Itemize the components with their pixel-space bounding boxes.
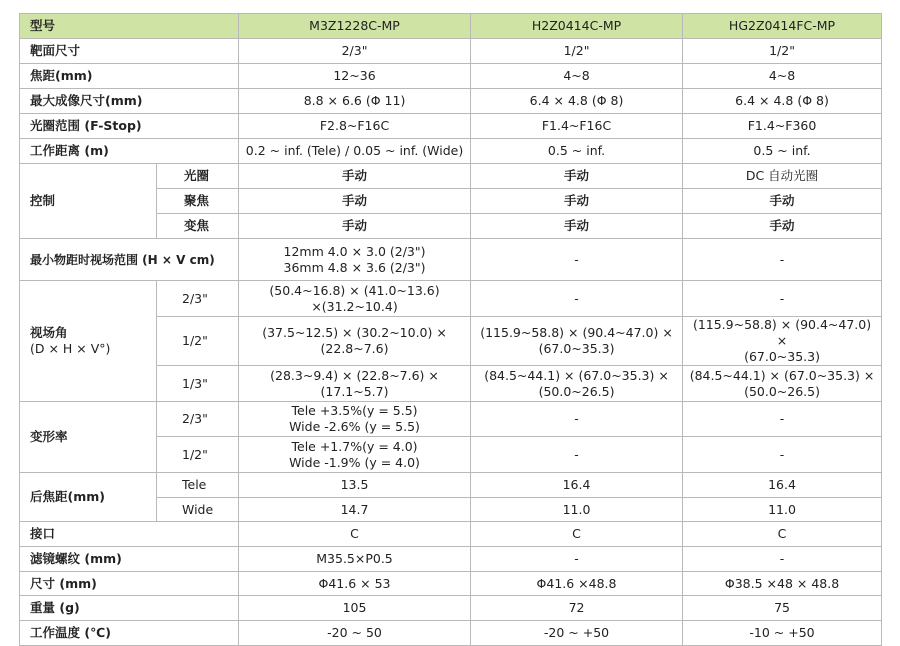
cell-line: (50.0~26.5) — [744, 383, 820, 399]
sub-label: Tele — [157, 473, 239, 498]
cell-value: -20 ~ +50 — [471, 621, 683, 646]
cell-value: 16.4 — [471, 473, 683, 498]
sub-label: 1/2" — [157, 437, 239, 473]
row-weight — [20, 596, 882, 621]
label-line: (D × H × V°) — [30, 341, 111, 356]
cell-value: 16.4 — [683, 473, 882, 498]
cell-value: C — [239, 522, 471, 547]
row-control-iris — [20, 164, 882, 189]
cell-line: (115.9~58.8) × (90.4~47.0) × — [692, 317, 872, 348]
row-label — [20, 281, 157, 402]
sub-label: 1/2" — [157, 317, 239, 366]
row-label: 后焦距(mm) — [20, 473, 157, 522]
cell-value: 6.4 × 4.8 (Φ 8) — [683, 89, 882, 114]
cell-value: 2/3" — [239, 39, 471, 64]
cell-value: M35.5×P0.5 — [239, 547, 471, 572]
cell-value: 手动 — [683, 214, 882, 239]
cell-value: -10 ~ +50 — [683, 621, 882, 646]
model-label: 型号 — [20, 14, 239, 39]
row-distortion-2-3 — [20, 402, 882, 437]
cell-value — [239, 366, 471, 402]
cell-line: (67.0~35.3) — [538, 341, 615, 356]
cell-value: 手动 — [471, 164, 683, 189]
cell-value: - — [683, 547, 882, 572]
sub-label: 聚焦 — [157, 189, 239, 214]
sub-label: 光圈 — [157, 164, 239, 189]
cell-value: 0.5 ~ inf. — [471, 139, 683, 164]
cell-value: 4~8 — [683, 64, 882, 89]
cell-value: 0.5 ~ inf. — [683, 139, 882, 164]
cell-value: Φ41.6 ×48.8 — [471, 572, 683, 596]
row-aperture-range — [20, 114, 882, 139]
cell-value: 0.2 ~ inf. (Tele) / 0.05 ~ inf. (Wide) — [239, 139, 471, 164]
cell-value — [239, 239, 471, 281]
row-working-distance — [20, 139, 882, 164]
row-max-image-size — [20, 89, 882, 114]
cell-value: 1/2" — [471, 39, 683, 64]
row-label: 尺寸 (mm) — [20, 572, 239, 596]
row-dimensions — [20, 572, 882, 596]
cell-line: (67.0~35.3) — [744, 349, 820, 364]
row-filter-thread — [20, 547, 882, 572]
model-name: M3Z1228C-MP — [239, 14, 471, 39]
label-line: 视场角 — [30, 325, 68, 340]
cell-value: 手动 — [683, 189, 882, 214]
row-label: 工作距离 (m) — [20, 139, 239, 164]
cell-value: 手动 — [239, 189, 471, 214]
cell-line: Wide -2.6% (y = 5.5) — [289, 419, 420, 434]
cell-value: - — [471, 239, 683, 281]
cell-value: Φ38.5 ×48 × 48.8 — [683, 572, 882, 596]
cell-value: F1.4~F16C — [471, 114, 683, 139]
cell-line: (84.5~44.1) × (67.0~35.3) × — [484, 367, 669, 383]
sub-label: 2/3" — [157, 402, 239, 437]
cell-value: C — [683, 522, 882, 547]
cell-line: 36mm 4.8 × 3.6 (2/3") — [283, 259, 426, 275]
header-row — [20, 14, 882, 39]
cell-line: Tele +1.7%(y = 4.0) — [291, 438, 418, 454]
model-name: H2Z0414C-MP — [471, 14, 683, 39]
cell-line: (37.5~12.5) × (30.2~10.0) × — [262, 325, 447, 340]
cell-value: DC 自动光圈 — [683, 164, 882, 189]
cell-value: F2.8~F16C — [239, 114, 471, 139]
cell-value: 4~8 — [471, 64, 683, 89]
sub-label: 1/3" — [157, 366, 239, 402]
cell-value — [471, 366, 683, 402]
cell-value: 手动 — [471, 214, 683, 239]
row-mount — [20, 522, 882, 547]
model-name: HG2Z0414FC-MP — [683, 14, 882, 39]
row-target-size — [20, 39, 882, 64]
cell-value: 手动 — [239, 214, 471, 239]
cell-value — [683, 317, 882, 366]
cell-value: 手动 — [471, 189, 683, 214]
cell-value: 12~36 — [239, 64, 471, 89]
cell-value: 14.7 — [239, 498, 471, 522]
cell-value — [683, 366, 882, 402]
cell-line: (28.3~9.4) × (22.8~7.6) × — [270, 367, 439, 383]
cell-value: - — [471, 437, 683, 473]
cell-value: - — [683, 239, 882, 281]
cell-value: 13.5 — [239, 473, 471, 498]
lens-spec-table — [19, 13, 882, 646]
cell-value: - — [471, 402, 683, 437]
cell-line: Tele +3.5%(y = 5.5) — [291, 403, 418, 418]
row-label: 控制 — [20, 164, 157, 239]
cell-value — [239, 281, 471, 317]
row-label: 焦距(mm) — [20, 64, 239, 89]
cell-line: (84.5~44.1) × (67.0~35.3) × — [689, 367, 875, 383]
row-label: 变形率 — [20, 402, 157, 473]
cell-line: 12mm 4.0 × 3.0 (2/3") — [283, 243, 426, 259]
row-label: 滤镜螺纹 (mm) — [20, 547, 239, 572]
cell-value: 1/2" — [683, 39, 882, 64]
cell-value — [471, 317, 683, 366]
cell-line: ×(31.2~10.4) — [311, 298, 398, 314]
cell-value: -20 ~ 50 — [239, 621, 471, 646]
row-label: 最大成像尺寸(mm) — [20, 89, 239, 114]
cell-value: - — [683, 281, 882, 317]
sub-label: 变焦 — [157, 214, 239, 239]
cell-line: (22.8~7.6) — [320, 341, 389, 356]
cell-value: F1.4~F360 — [683, 114, 882, 139]
cell-value: 75 — [683, 596, 882, 621]
row-label: 接口 — [20, 522, 239, 547]
cell-value — [239, 437, 471, 473]
row-label: 靶面尺寸 — [20, 39, 239, 64]
cell-line: (17.1~5.7) — [320, 383, 389, 399]
row-back-focal-tele — [20, 473, 882, 498]
cell-value: 6.4 × 4.8 (Φ 8) — [471, 89, 683, 114]
row-label: 光圈范围 (F-Stop) — [20, 114, 239, 139]
cell-value — [239, 402, 471, 437]
cell-value: - — [683, 402, 882, 437]
cell-value: - — [471, 547, 683, 572]
cell-line: (50.0~26.5) — [538, 383, 615, 399]
sub-label: 2/3" — [157, 281, 239, 317]
cell-value: - — [683, 437, 882, 473]
cell-line: Wide -1.9% (y = 4.0) — [289, 454, 420, 470]
row-fov-2-3 — [20, 281, 882, 317]
cell-line: (115.9~58.8) × (90.4~47.0) × — [480, 325, 673, 340]
cell-value: - — [471, 281, 683, 317]
cell-value: 手动 — [239, 164, 471, 189]
cell-value: 72 — [471, 596, 683, 621]
row-label: 最小物距时视场范围 (H × V cm) — [20, 239, 239, 281]
cell-value — [239, 317, 471, 366]
cell-value: Φ41.6 × 53 — [239, 572, 471, 596]
cell-value: 11.0 — [471, 498, 683, 522]
cell-value: 105 — [239, 596, 471, 621]
cell-value: 11.0 — [683, 498, 882, 522]
cell-value: C — [471, 522, 683, 547]
cell-value: 8.8 × 6.6 (Φ 11) — [239, 89, 471, 114]
cell-line: (50.4~16.8) × (41.0~13.6) — [269, 282, 440, 298]
row-focal-length — [20, 64, 882, 89]
row-label: 工作温度 (℃) — [20, 621, 239, 646]
row-label: 重量 (g) — [20, 596, 239, 621]
sub-label: Wide — [157, 498, 239, 522]
row-min-object-fov — [20, 239, 882, 281]
